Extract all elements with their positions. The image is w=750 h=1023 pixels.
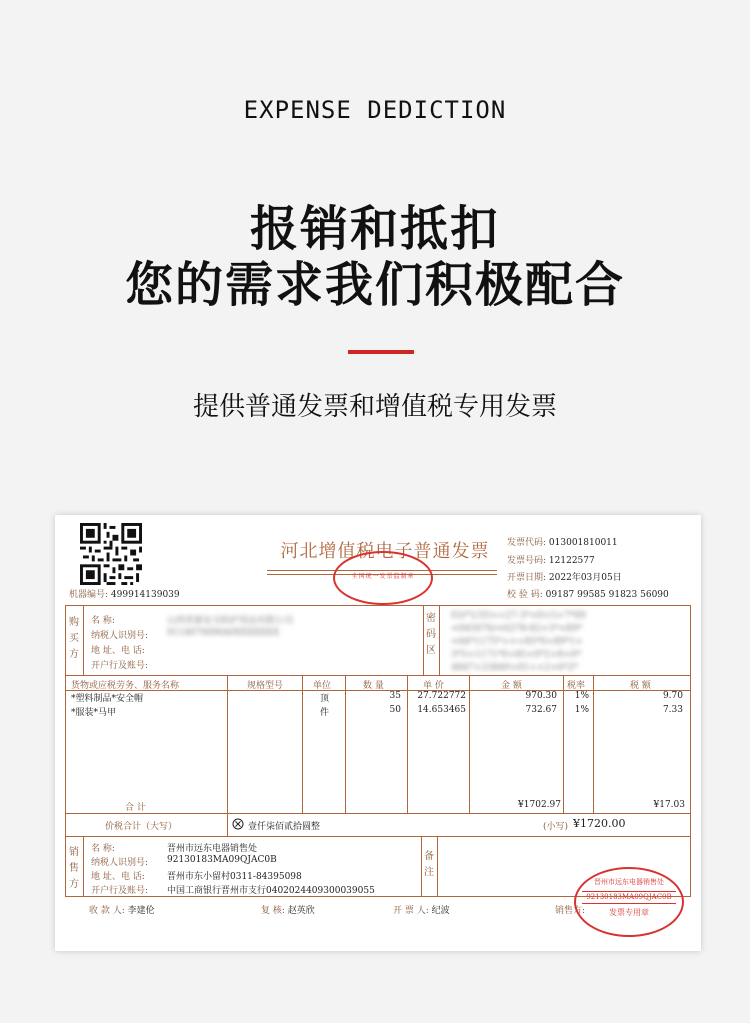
buyer-id-blurred: 91140700MA0XXXXXXX — [167, 628, 280, 638]
col-divider — [83, 837, 84, 896]
total-tax: ¥17.03 — [653, 800, 685, 810]
col-header-unit: 单位 — [313, 681, 332, 691]
col-header-price: 单 价 — [423, 681, 444, 691]
buyer-side-label: 购买方 — [69, 617, 79, 660]
invoice-date-label: 开票日期: — [507, 573, 547, 583]
machine-number-row — [69, 587, 180, 600]
total-label: 合 计 — [125, 803, 146, 813]
item-tax: 9.70 — [662, 691, 683, 701]
col-divider — [563, 676, 564, 814]
col-divider — [421, 837, 422, 896]
col-divider — [407, 676, 408, 814]
invoice-code: 013001810011 — [548, 538, 618, 548]
grand-total-words: 壹仟柒佰贰拾圆整 — [248, 822, 321, 832]
qr-code-icon — [80, 523, 142, 585]
machine-number: 499914139039 — [110, 590, 180, 600]
item-amount: 970.30 — [525, 691, 557, 701]
seller-address-label: 地 址、电 话: — [91, 872, 145, 882]
accent-divider — [348, 350, 414, 354]
total-amount: ¥1702.97 — [518, 800, 561, 810]
col-divider — [227, 676, 228, 814]
password-line: 3*5+1171*0+85+0*2+8+6* — [451, 650, 582, 660]
invoice-date: 2022年03月05日 — [548, 573, 622, 583]
item-qty: 35 — [389, 691, 401, 701]
item-price: 27.722772 — [417, 691, 466, 701]
grand-small-label: (小写) — [543, 822, 569, 832]
invoice-image — [55, 515, 701, 951]
stamp-top-text: 晋州市远东电器销售处 — [594, 878, 664, 886]
item-name: *塑料制品*安全帽 — [71, 694, 144, 704]
item-rate: 1% — [574, 691, 589, 701]
col-header-spec: 规格型号 — [247, 681, 284, 691]
reviewer: 赵英欣 — [287, 906, 315, 916]
col-divider — [227, 814, 228, 837]
buyer-name-blurred: 山西晋源安全防护用品有限公司 — [167, 616, 294, 626]
invoice-table — [65, 605, 691, 897]
item-unit: 顶 — [320, 694, 330, 704]
tax-bureau-stamp — [333, 551, 433, 605]
password-line: <045076/<6278-82+3*<89* — [451, 624, 583, 634]
check-code: 09187 99585 91823 56090 — [545, 590, 669, 600]
seller-invoice-stamp — [574, 867, 684, 937]
col-header-tax: 税 额 — [630, 681, 651, 691]
payee-row — [89, 903, 155, 916]
col-header-rate: 税率 — [567, 681, 586, 691]
buyer-id-label: 纳税人识别号: — [91, 631, 149, 641]
seller-stamp-label: 销售方: — [555, 906, 586, 916]
item-amount: 732.67 — [525, 705, 557, 715]
col-divider — [83, 606, 84, 676]
col-divider — [439, 606, 440, 676]
seller-id-label: 纳税人识别号: — [91, 858, 149, 868]
payee-label: 收 款 人: — [89, 906, 125, 916]
invoice-date-row — [507, 570, 622, 583]
buyer-name-label: 名 称: — [91, 616, 115, 626]
main-title-line-1: 报销和抵扣 — [249, 201, 500, 257]
item-qty: 50 — [389, 705, 401, 715]
reviewer-row — [261, 903, 315, 916]
col-divider — [302, 676, 303, 814]
seller-name: 晋州市远东电器销售处 — [167, 844, 258, 854]
drawer: 纪波 — [431, 906, 450, 916]
password-line: <44*1175*+>+85*0+89*1+ — [451, 637, 583, 647]
drawer-row — [393, 903, 450, 916]
invoice-code-row — [507, 535, 618, 548]
grand-total-label: 价税合计（大写） — [105, 822, 178, 832]
remark-side-label: 备注 — [424, 851, 434, 878]
col-divider — [423, 606, 424, 676]
row-divider — [66, 675, 690, 676]
row-divider — [66, 836, 690, 837]
seller-bank-label: 开户行及账号: — [91, 886, 149, 896]
buyer-bank-label: 开户行及账号: — [91, 661, 149, 671]
col-header-amount: 金 额 — [501, 681, 522, 691]
col-header-qty: 数 量 — [363, 681, 384, 691]
invoice-number-label: 发票号码: — [507, 556, 547, 566]
machine-label: 机器编号: — [69, 590, 109, 600]
item-tax: 7.33 — [662, 705, 683, 715]
seller-name-label: 名 称: — [91, 844, 115, 854]
seller-bank: 中国工商银行晋州市支行0402024409300039055 — [167, 886, 375, 896]
stamp-bottom-text: 发票专用章 — [609, 908, 649, 917]
invoice-number-row — [507, 553, 595, 566]
row-divider — [66, 813, 690, 814]
password-line: 03/*1/35>+27-3*<0+5+7*09 — [451, 611, 586, 621]
stamp-id: 92130183MA09QJAC0B — [582, 891, 676, 904]
item-name: *服装*马甲 — [71, 708, 117, 718]
item-unit: 件 — [320, 708, 330, 718]
check-code-row — [507, 587, 669, 600]
main-title-line-2: 您的需求我们积极配合 — [124, 257, 625, 313]
grand-total-small: ¥1720.00 — [573, 817, 626, 830]
invoice-code-label: 发票代码: — [507, 538, 547, 548]
drawer-label: 开 票 人: — [393, 906, 429, 916]
seller-address: 晋州市东小留村0311-84395098 — [167, 872, 302, 882]
invoice-number: 12122577 — [548, 556, 595, 566]
circled-x-icon — [232, 818, 244, 830]
col-divider — [593, 676, 594, 814]
seller-id: 92130183MA09QJAC0B — [167, 855, 277, 865]
subtitle: 提供普通发票和增值税专用发票 — [192, 392, 557, 422]
item-rate: 1% — [574, 705, 589, 715]
password-side-label: 密码区 — [426, 613, 436, 656]
check-code-label: 校 验 码: — [507, 590, 543, 600]
col-divider — [469, 676, 470, 814]
english-title: EXPENSE DEDICTION — [243, 96, 507, 124]
password-line: 4847+23849+01++2+6*2* — [451, 663, 578, 673]
buyer-address-label: 地 址、电 话: — [91, 646, 145, 656]
item-price: 14.653465 — [417, 705, 466, 715]
tax-stamp-text: 全国统一发票监制章 — [351, 573, 415, 580]
reviewer-label: 复 核: — [261, 906, 285, 916]
col-divider — [345, 676, 346, 814]
payee: 李建伦 — [127, 906, 155, 916]
col-divider — [437, 837, 438, 896]
invoice-title: 河北增值税电子普通发票 — [280, 541, 490, 562]
col-header-name: 货物或应税劳务、服务名称 — [71, 681, 180, 691]
seller-side-label: 销售方 — [69, 847, 79, 890]
